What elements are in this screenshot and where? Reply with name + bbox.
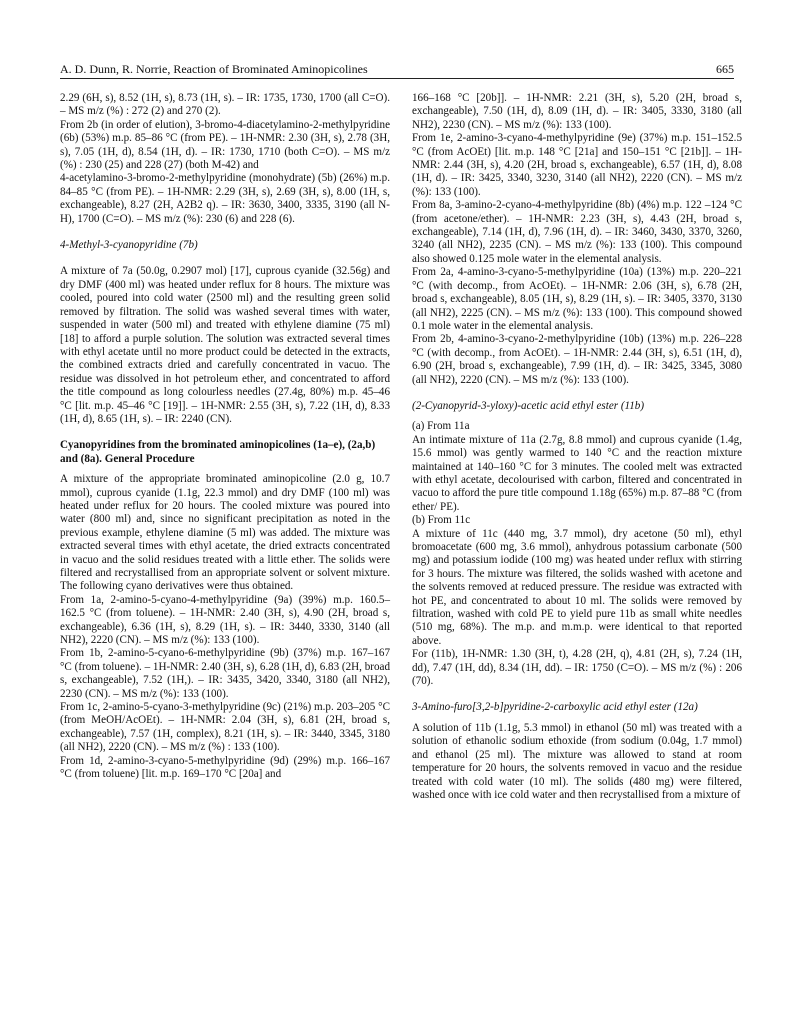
section-heading: Cyanopyridines from the brominated aminopicolines (1a–e), (2a,b) and (8a). General Procedure [60,439,376,465]
subsection-heading: 4-Methyl-3-cyanopyridine (7b) [60,239,198,252]
paragraph: A mixture of 11c (440 mg, 3.7 mmol), dry acetone (50 ml), ethyl bromoacetate (600 mg, 3.6 mmol), anhydrous potassium carbonate (500 mg) and potassium iodide (100 mg) was heated under reflux with stirring for 3 hours. The mixture was filtered, the solids washed with acetone and the solvents removed at reduced pressure. The residue was extracted with hot PE, and concentrated to about 10 ml. The solids were removed by filtration, washed with cold PE to yield pure 11b as small white needles (510 mg, 68%). The m.p. and m.m.p. were identical to that reported above. [412,527,742,647]
left-column [60,92,390,782]
paragraph: From 2a, 4-amino-3-cyano-5-methylpyridine (10a) (13%) m.p. 220–221 °C (with decomp., from AcOEt). – 1H-NMR: 2.06 (3H, s), 6.78 (2H, broad s, exchangeable), 8.05 (1H, s), 8.29 (1H, s). – IR: 3405, 3370, 3130 (all NH2), 2225 (CN). – MS m/z (%): 133 (100). This compound showed 0.1 mole water in the elemental analysis. [412,266,742,332]
page-number: 665 [716,62,734,76]
paragraph: From 1a, 2-amino-5-cyano-4-methylpyridine (9a) (39%) m.p. 160.5–162.5 °C (from toluene). – 1H-NMR: 2.40 (3H, s), 4.90 (2H, broad s, exchangeable), 6.36 (1H, s), 8.29 (1H, s). – IR: 3440, 3330, 3140 (all NH2), 2220 (CN). – MS m/z (%): 133 (100). [60,593,390,647]
running-header [60,61,734,79]
spacer [60,426,390,439]
spacer [412,688,742,701]
paragraph: A mixture of 7a (50.0g, 0.2907 mol) [17], cuprous cyanide (32.56g) and dry DMF (400 ml) was heated under reflux for 8 hours. The mixture was cooled, poured into cold water (2500 ml) and the resulting green solid removed by filtration. The solid was washed several times with water, suspended in water (500 ml) and treated with ethylene diamine (75 ml) [18] to afford a purple solution. The solution was extracted several times with ethyl acetate until no more product could be detected in the extracts, the combined extracts dried and carefully concentrated in vacuo. The residue was dissolved in hot petroleum ether, and concentrated to afford the title compound as long colourless needles (27.4g, 80%) m.p. 45–46 °C [lit. m.p. 45–46 °C [19]]. – 1H-NMR: 2.55 (3H, s), 7.22 (1H, d), 8.33 (1H, d), 8.65 (1H, s). – IR: 2240 (CN). [60,265,390,425]
running-title: A. D. Dunn, R. Norrie, Reaction of Brominated Aminopicolines [60,62,368,76]
paragraph: From 8a, 3-amino-2-cyano-4-methylpyridine (8b) (4%) m.p. 122 –124 °C (from acetone/ether). – 1H-NMR: 2.23 (3H, s), 4.43 (2H, broad s, exchangeable), 7.14 (1H, d), 7.96 (1H, d). – IR: 3460, 3430, 3370, 3260, 3240 (all NH2), 2235 (CN). – MS m/z (%): 133 (100). This compound also showed 0.125 mole water in the elemental analysis. [412,199,742,265]
right-column [412,92,742,802]
paragraph: A mixture of the appropriate brominated aminopicoline (2.0 g, 10.7 mmol), cuprous cyanide (1.1g, 22.3 mmol) and dry DMF (100 ml) was heated under reflux for 20 hours. The cooled mixture was poured into water (800 ml) and, since no significant precipitation as noted in the previous example, ethylene diamine (5 ml) was added. The mixture was extracted several times with ethyl acetate, the dried extracts concentrated in vacuo and the solid residues treated with a little ether. The solids were filtered and recrystallised from an appropriate solvent or solvent mixture. The following cyano derivatives were thus obtained. [60,473,390,593]
paragraph: (a) From 11a [412,420,470,433]
spacer [412,413,742,420]
paragraph: From 2b, 4-amino-3-cyano-2-methylpyridine (10b) (13%) m.p. 226–228 °C (with decomp., from AcOEt). – 1H-NMR: 2.44 (3H, s), 6.51 (1H, d), 6.90 (2H, broad s, exchangeable), 7.99 (1H, d). – IR: 3425, 3345, 3080 (all NH2), 2220 (CN). – MS m/z (%): 133 (100). [412,333,742,386]
spacer [60,252,390,265]
paragraph: (b) From 11c [412,514,471,527]
paragraph: From 2b (in order of elution), 3-bromo-4-diacetylamino-2-methylpyridine (6b) (53%) m.p. 85–86 °C (from PE). – 1H-NMR: 2.30 (3H, s), 2.78 (3H, s), 7.05 (1H, d), 8.54 (1H, d). – IR: 1730, 1710 (both C=O). – MS m/z (%) : 230 (25) and 228 (27) (both M-42) and [60,118,390,172]
paragraph: From 1d, 2-amino-3-cyano-5-methylpyridine (9d) (29%) m.p. 166–167 °C (from toluene) [lit. m.p. 169–170 °C [20a] and [60,754,390,781]
paragraph: For (11b), 1H-NMR: 1.30 (3H, t), 4.28 (2H, q), 4.81 (2H, s), 7.24 (1H, dd), 7.47 (1H, dd), 8.34 (1H, dd). – IR: 1750 (C=O). – MS m/z (%) : 206 (70). [412,648,742,688]
spacer [60,466,390,473]
paragraph: From 1c, 2-amino-5-cyano-3-methylpyridine (9c) (21%) m.p. 203–205 °C (from MeOH/AcOEt). – 1H-NMR: 2.04 (3H, s), 6.81 (2H, broad s, exchangeable), 7.57 (1H, complex), 8.21 (1H, s). – IR: 3440, 3345, 3180 (all NH2), 2220 (CN). – MS m/z (%) : 133 (100). [60,701,390,754]
subsection-heading: (2-Cyanopyrid-3-yloxy)-acetic acid ethyl ester (11b) [412,399,645,412]
spacer [60,226,390,239]
paragraph: From 1e, 2-amino-3-cyano-4-methylpyridine (9e) (37%) m.p. 151–152.5 °C (from AcOEt) [lit. m.p. 148 °C [21a] and 150–151 °C [21b]]. – 1H-NMR: 2.44 (3H, s), 4.20 (2H, broad s, exchangeable), 6.57 (1H, d), 8.08 (1H, d). – IR: 3425, 3340, 3230, 3140 (all NH2), 2220 (CN). – MS m/z (%): 133 (100). [412,132,742,198]
paragraph: A solution of 11b (1.1g, 5.3 mmol) in ethanol (50 ml) was treated with a solution of ethanolic sodium ethoxide (from sodium (0.04g, 1.7 mmol) and ethanol (25 ml). The mixture was allowed to stand at room temperature for 20 hours, the solvents removed in vacuo and the residue treated with cold water (10 ml). The solids (480 mg) were filtered, washed once with ice cold water and then recrystallised from a mixture of [412,721,742,801]
paragraph: An intimate mixture of 11a (2.7g, 8.8 mmol) and cuprous cyanide (1.4g, 15.6 mmol) was gently warmed to 140 °C and the reaction mixture maintained at 140–160 °C for 3 minutes. The cooled melt was extracted with ethyl acetate, decolourised with carbon, filtered and concentrated in vacuo to afford the pure title compound 1.18g (65%) m.p. 87–88 °C (from ether/ PE). [412,433,742,513]
spacer [412,715,742,722]
paragraph: 4-acetylamino-3-bromo-2-methylpyridine (monohydrate) (5b) (26%) m.p. 84–85 °C (from PE). – 1H-NMR: 2.29 (3H, s), 2.69 (3H, s), 8.00 (1H, s, exchangeable), 8.27 (2H, A2B2 q). – IR: 3630, 3400, 3335, 3190 (all N-H), 1700 (C=O). – MS m/z (%): 230 (6) and 228 (6). [60,172,390,225]
paragraph: 166–168 °C [20b]]. – 1H-NMR: 2.21 (3H, s), 5.20 (2H, broad s, exchangeable), 7.50 (1H, d), 8.09 (1H, d). – IR: 3405, 3330, 3180 (all NH2), 2230 (CN). – MS m/z (%): 133 (100). [412,92,742,131]
spacer [412,387,742,400]
paragraph: 2.29 (6H, s), 8.52 (1H, s), 8.73 (1H, s). – IR: 1735, 1730, 1700 (all C=O). – MS m/z (%) : 272 (2) and 270 (2). [60,92,390,118]
subsection-heading: 3-Amino-furo[3,2-b]pyridine-2-carboxylic acid ethyl ester (12a) [412,701,698,714]
paragraph: From 1b, 2-amino-5-cyano-6-methylpyridine (9b) (37%) m.p. 167–167 °C (from toluene). – 1H-NMR: 2.40 (3H, s), 6.28 (1H, d), 6.83 (2H, broad s, exchangeable), 7.52 (1H,). – IR: 3435, 3420, 3340, 3180 (all NH2), 2230 (CN). – MS m/z (%): 133 (100). [60,647,390,700]
